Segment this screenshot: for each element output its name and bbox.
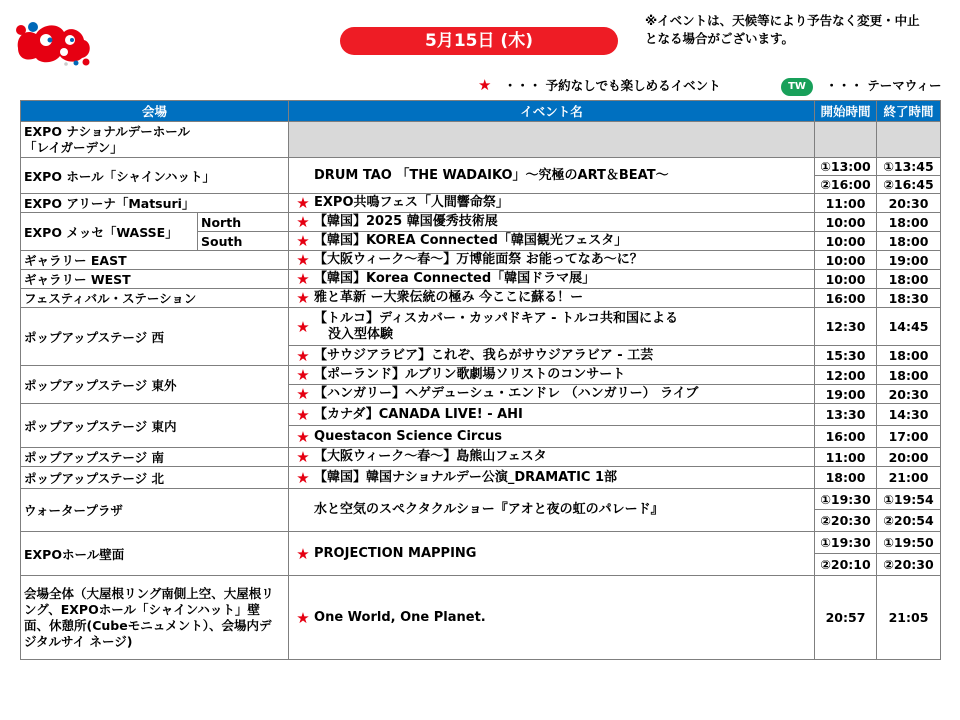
event-name: 【韓国】韓国ナショナルデー公演_DRAMATIC 1部	[314, 469, 618, 485]
venue-cell: EXPO メッセ「WASSE」	[21, 213, 198, 251]
start-cell: ①19:30	[815, 532, 877, 554]
event-cell	[289, 576, 815, 660]
table-row	[21, 289, 941, 308]
event-name-cont: 没入型体験	[328, 326, 394, 342]
star-icon: ★	[296, 270, 310, 288]
start-cell: ①13:00	[815, 158, 877, 176]
event-cell	[289, 194, 815, 213]
start-cell: 16:00	[815, 289, 877, 308]
event-name: 【サウジアラビア】これぞ、我らがサウジアラビア - 工芸	[314, 347, 654, 363]
table-row	[21, 532, 941, 554]
star-icon: ★	[296, 317, 310, 336]
sub-venue-cell: North	[198, 213, 289, 232]
event-name: 雅と革新 ー大衆伝統の極み 今ここに蘇る！ー	[314, 290, 584, 305]
table-row	[21, 194, 941, 213]
star-icon: ★	[296, 194, 310, 212]
event-name: 【韓国】KOREA Connected「韓国観光フェスタ」	[314, 233, 628, 248]
schedule-table	[20, 100, 941, 660]
table-row	[21, 158, 941, 176]
header-start: 開始時間	[815, 101, 877, 122]
venue-cell: ギャラリー WEST	[21, 270, 289, 289]
event-name: EXPO共鳴フェス「人間響命祭」	[314, 195, 509, 210]
end-cell	[877, 122, 941, 158]
event-cell	[289, 489, 815, 532]
start-cell: 13:30	[815, 404, 877, 426]
star-icon: ★	[296, 544, 310, 563]
end-cell: 21:05	[877, 576, 941, 660]
venue-line-2: 「レイガーデン」	[24, 139, 123, 155]
venue-cell: ポップアップステージ 東外	[21, 366, 289, 404]
star-icon: ★	[296, 251, 310, 269]
header-venue: 会場	[21, 101, 289, 122]
notice-text	[645, 12, 950, 48]
event-name: 【韓国】Korea Connected「韓国ドラマ展」	[314, 271, 596, 286]
end-cell: 17:00	[877, 426, 941, 448]
end-cell: 18:00	[877, 232, 941, 251]
table-header-row	[21, 101, 941, 122]
event-name: PROJECTION MAPPING	[314, 545, 477, 561]
event-cell	[289, 404, 815, 426]
start-cell: 10:00	[815, 251, 877, 270]
event-cell	[289, 251, 815, 270]
legend	[478, 75, 948, 95]
expo-logo-icon	[12, 18, 96, 66]
tw-badge: TW	[781, 78, 813, 96]
table-row	[21, 448, 941, 467]
start-cell: ①19:30	[815, 489, 877, 510]
end-cell: ②16:45	[877, 176, 941, 194]
venue-cell: ポップアップステージ 北	[21, 467, 289, 489]
table-row	[21, 366, 941, 385]
end-cell: 18:00	[877, 213, 941, 232]
star-icon: ★	[296, 232, 310, 250]
event-name: 【カナダ】CANADA LIVE! - AHI	[314, 406, 523, 422]
venue-cell: EXPOホール壁面	[21, 532, 289, 576]
start-cell: 11:00	[815, 448, 877, 467]
star-icon: ★	[296, 468, 310, 487]
end-cell: ①19:54	[877, 489, 941, 510]
start-cell: 11:00	[815, 194, 877, 213]
notice-line-1: ※イベントは、天候等により予告なく変更・中止	[645, 13, 920, 28]
event-cell	[289, 308, 815, 346]
table-row	[21, 404, 941, 426]
start-cell: 19:00	[815, 385, 877, 404]
table-row	[21, 251, 941, 270]
start-cell: ②20:10	[815, 554, 877, 576]
event-cell	[289, 270, 815, 289]
event-name: One World, One Planet.	[314, 609, 486, 625]
venue-cell: ポップアップステージ 南	[21, 448, 289, 467]
start-cell: 10:00	[815, 270, 877, 289]
end-cell: 18:30	[877, 289, 941, 308]
start-cell: 18:00	[815, 467, 877, 489]
star-icon: ★	[296, 289, 310, 307]
venue-cell: 会場全体（大屋根リング南側上空、大屋根リング、EXPOホール「シャインハット」壁面、休憩所(Cubeモニュメント）、会場内デジタルサイ ネージ)	[21, 576, 289, 660]
venue-line-1: EXPO ナショナルデーホール	[24, 123, 190, 139]
venue-cell: ポップアップステージ 西	[21, 308, 289, 366]
table-row	[21, 576, 941, 660]
end-cell: 19:00	[877, 251, 941, 270]
end-cell: 20:00	[877, 448, 941, 467]
event-name: DRUM TAO 「THE WADAIKO」〜究極のART＆BEAT〜	[314, 167, 669, 183]
star-icon: ★	[296, 366, 310, 384]
end-cell: ①19:50	[877, 532, 941, 554]
star-icon: ★	[478, 76, 492, 94]
start-cell: 10:00	[815, 232, 877, 251]
end-cell: 14:30	[877, 404, 941, 426]
event-cell	[289, 366, 815, 385]
event-cell	[289, 289, 815, 308]
table-row	[21, 270, 941, 289]
venue-cell	[21, 122, 289, 158]
end-cell: 21:00	[877, 467, 941, 489]
end-cell: ②20:30	[877, 554, 941, 576]
end-cell: 20:30	[877, 385, 941, 404]
end-cell: 18:00	[877, 366, 941, 385]
star-icon: ★	[296, 427, 310, 446]
event-name: 【トルコ】ディスカバー・カッパドキア - トルコ共和国による	[314, 310, 679, 326]
end-cell: 14:45	[877, 308, 941, 346]
event-name: 【ポーランド】ルブリン歌劇場ソリストのコンサート	[314, 367, 626, 382]
start-cell: ②20:30	[815, 510, 877, 532]
header-end: 終了時間	[877, 101, 941, 122]
end-cell: 18:00	[877, 270, 941, 289]
table-row	[21, 122, 941, 158]
event-name: 【大阪ウィーク〜春〜】万博能面祭 お能ってなあ〜に？	[314, 252, 643, 267]
event-name: 【ハンガリー】ヘゲデューシュ・エンドレ （ハンガリー） ライブ	[314, 386, 699, 401]
event-name: Questacon Science Circus	[314, 428, 503, 444]
end-cell: 18:00	[877, 346, 941, 366]
table-row	[21, 213, 941, 232]
star-icon: ★	[296, 213, 310, 231]
venue-cell: EXPO アリーナ「Matsuri」	[21, 194, 289, 213]
event-cell	[289, 158, 815, 194]
event-cell	[289, 385, 815, 404]
event-cell	[289, 122, 815, 158]
event-cell	[289, 346, 815, 366]
start-cell: 16:00	[815, 426, 877, 448]
event-cell	[289, 426, 815, 448]
table-row	[21, 308, 941, 346]
venue-cell: EXPO ホール「シャインハット」	[21, 158, 289, 194]
start-cell	[815, 122, 877, 158]
event-cell	[289, 467, 815, 489]
end-cell: 20:30	[877, 194, 941, 213]
event-name: 【韓国】2025 韓国優秀技術展	[314, 214, 498, 229]
start-cell: 12:00	[815, 366, 877, 385]
star-icon: ★	[296, 448, 310, 466]
end-cell: ①13:45	[877, 158, 941, 176]
event-name: 水と空気のスペクタクルショー『アオと夜の虹のパレード』	[314, 502, 664, 517]
start-cell: 20:57	[815, 576, 877, 660]
event-cell	[289, 232, 815, 251]
event-cell	[289, 448, 815, 467]
table-row	[21, 489, 941, 510]
start-cell: 15:30	[815, 346, 877, 366]
end-cell: ②20:54	[877, 510, 941, 532]
legend-tw-text: ・・・ テーマウィー	[825, 78, 942, 93]
venue-cell: ポップアップステージ 東内	[21, 404, 289, 448]
start-cell: 10:00	[815, 213, 877, 232]
star-icon: ★	[296, 608, 310, 627]
event-cell	[289, 532, 815, 576]
sub-venue-cell: South	[198, 232, 289, 251]
venue-cell: フェスティバル・ステーション	[21, 289, 289, 308]
star-icon: ★	[296, 385, 310, 403]
start-cell: 12:30	[815, 308, 877, 346]
event-cell	[289, 213, 815, 232]
venue-cell: ギャラリー EAST	[21, 251, 289, 270]
notice-line-2: となる場合がございます。	[645, 31, 795, 46]
start-cell: ②16:00	[815, 176, 877, 194]
star-icon: ★	[296, 346, 310, 365]
table-row	[21, 467, 941, 489]
venue-cell: ウォータープラザ	[21, 489, 289, 532]
event-name: 【大阪ウィーク〜春〜】島熊山フェスタ	[314, 449, 547, 464]
legend-star-text: ・・・ 予約なしでも楽しめるイベント	[503, 78, 721, 93]
date-label: 5月15日 (木)	[340, 27, 618, 55]
header-event: イベント名	[289, 101, 815, 122]
star-icon: ★	[296, 405, 310, 424]
